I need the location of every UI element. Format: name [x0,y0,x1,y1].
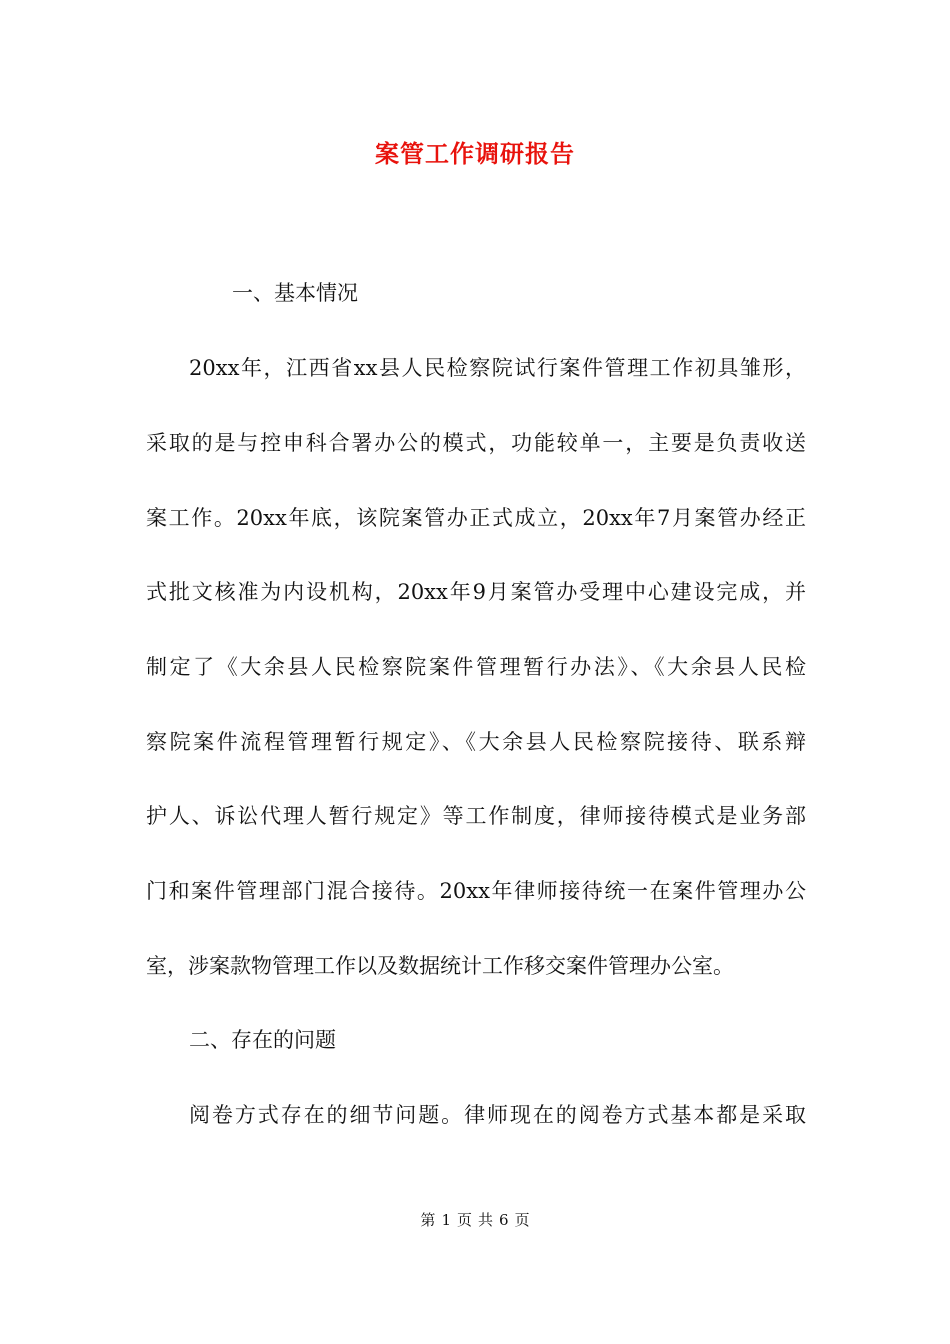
footer-page-number: 1 [441,1211,451,1229]
footer-suffix: 页 [514,1211,530,1229]
paragraph-line: 式批文核准为内设机构，20xx年9月案管办受理中心建设完成，并 [146,580,806,604]
paragraph-line: 室，涉案款物管理工作以及数据统计工作移交案件管理办公室。 [146,954,734,978]
paragraph-line: 察院案件流程管理暂行规定》、《大余县人民检察院接待、联系辩 [146,730,806,754]
footer-word-total: 共 [478,1211,494,1229]
paragraph-line: 20xx年，江西省xx县人民检察院试行案件管理工作初具雏形， [189,356,806,380]
paragraph-line: 采取的是与控申科合署办公的模式，功能较单一，主要是负责收送 [146,431,806,455]
paragraph-line: 护人、诉讼代理人暂行规定》等工作制度，律师接待模式是业务部 [146,804,806,828]
paragraph-line: 门和案件管理部门混合接待。20xx年律师接待统一在案件管理办公 [146,879,806,903]
paragraph-line: 制定了《大余县人民检察院案件管理暂行办法》、《大余县人民检 [146,655,806,679]
section-heading-problems: 二、存在的问题 [189,1028,336,1052]
footer-total-pages: 6 [499,1211,509,1229]
page-footer [0,1208,950,1232]
paragraph-line: 阅卷方式存在的细节问题。律师现在的阅卷方式基本都是采取 [189,1103,806,1127]
footer-word-page: 页 [456,1211,472,1229]
paragraph-line: 案工作。20xx年底，该院案管办正式成立，20xx年7月案管办经正 [146,506,806,530]
footer-prefix: 第 [420,1211,436,1229]
document-title: 案管工作调研报告 [375,139,575,168]
section-heading-basic-situation: 一、基本情况 [232,281,358,305]
